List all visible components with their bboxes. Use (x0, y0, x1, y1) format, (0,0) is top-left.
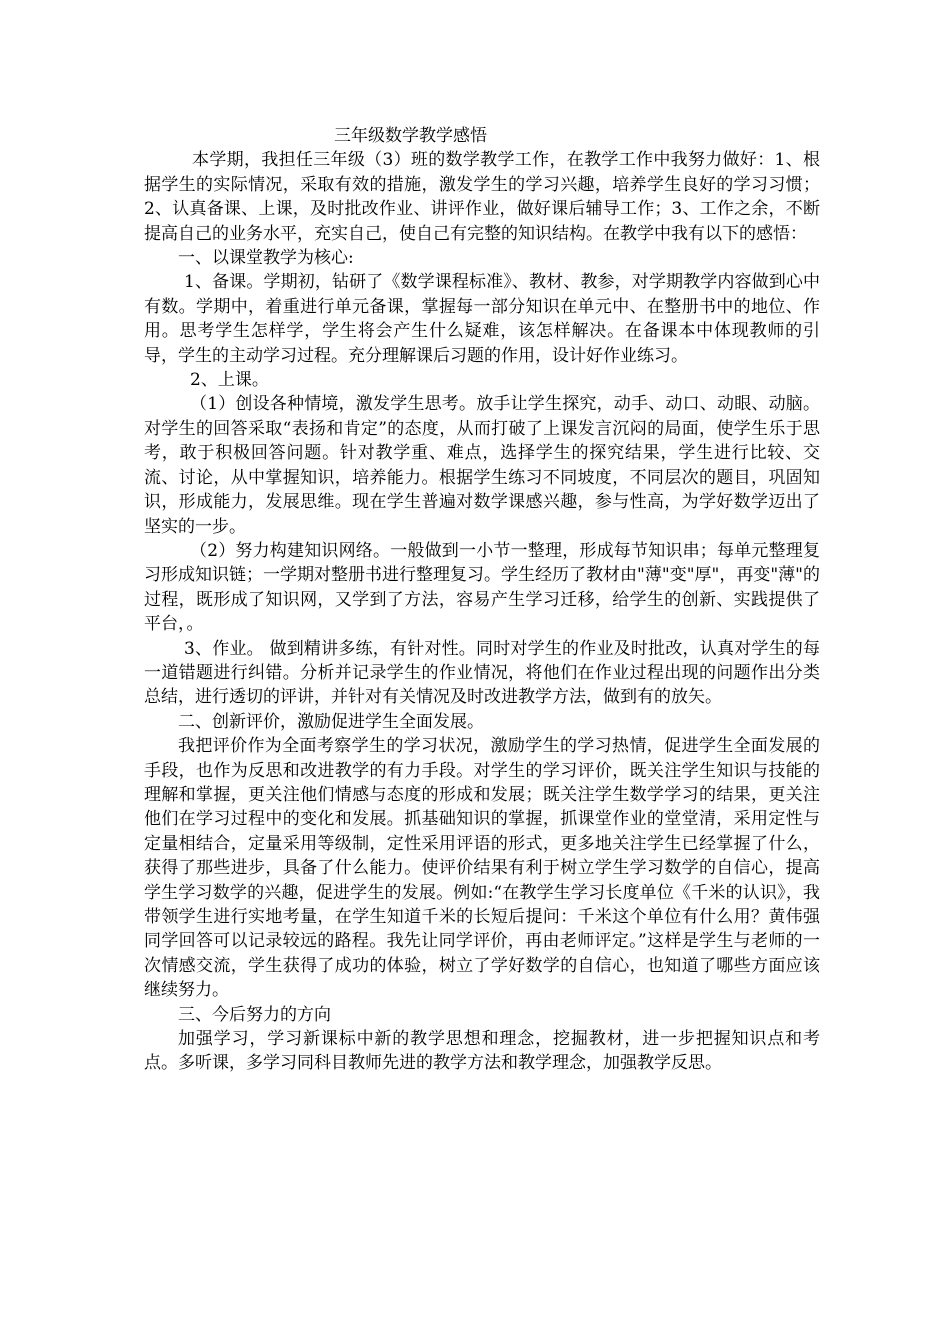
document-body (144, 124, 820, 1076)
section-heading-1: 一、以课堂教学为核心: (178, 248, 354, 269)
subheading-teaching: 2、上课。 (190, 370, 269, 391)
paragraph-teaching-1: （1）创设各种情境，激发学生思考。放手让学生探究，动手、动口、动眼、动脑。对学生的回答采取“表扬和肯定”的态度，从而打破了上课发言沉闷的局面，使学生乐于思考，敢于积极回答问题。针对教学重、难点，选择学生的探究结果，学生进行比较、交流、讨论，从中掌握知识，培养能力。根据学生练习不同坡度，不同层次的题目，巩固知识，形成能力，发展思维。现在学生普遍对数学课感兴趣，参与性高，为学好数学迈出了坚实的一步。 (144, 394, 820, 537)
section-heading-3: 三、今后努力的方向 (178, 1004, 331, 1025)
paragraph-homework: 3、作业。 做到精讲多练，有针对性。同时对学生的作业及时批改，认真对学生的每一道错题进行纠错。分析并记录学生的作业情况，将他们在作业过程出现的问题作出分类总结，进行透切的评讲，并针对有关情况及时改进教学方法，做到有的放矢。 (144, 638, 820, 708)
section-heading-2: 二、创新评价，激励促进学生全面发展。 (178, 711, 484, 732)
paragraph-lesson-prep: 1、备课。学期初，钻研了《数学课程标准》、教材、教参，对学期教学内容做到心中有数。学期中，着重进行单元备课，掌握每一部分知识在单元中、在整册书中的地位、作用。思考学生怎样学，学生将会产生什么疑难，该怎样解决。在备课本中体现教师的引导，学生的主动学习过程。充分理解课后习题的作用，设计好作业练习。 (144, 272, 820, 366)
paragraph-evaluation: 我把评价作为全面考察学生的学习状况，激励学生的学习热情，促进学生全面发展的手段，也作为反思和改进教学的有力手段。对学生的学习评价，既关注学生知识与技能的理解和掌握，更关注他们情感与态度的形成和发展；既关注学生数学学习的结果，更关注他们在学习过程中的变化和发展。抓基础知识的掌握，抓课堂作业的堂堂清，采用定性与定量相结合，定量采用等级制，定性采用评语的形式，更多地关注学生已经掌握了什么，获得了那些进步，具备了什么能力。使评价结果有利于树立学生学习数学的自信心，提高学生学习数学的兴趣，促进学生的发展。例如:“在教学生学习长度单位《千米的认识》，我带领学生进行实地考量，在学生知道千米的长短后提问：千米这个单位有什么用？黄伟强同学回答可以记录较远的路程。我先让同学评价，再由老师评定。”这样是学生与老师的一次情感交流，学生获得了成功的体验，树立了学好数学的自信心，也知道了哪些方面应该继续努力。 (144, 736, 820, 1001)
paragraph-future: 加强学习，学习新课标中新的教学思想和理念，挖掘教材，进一步把握知识点和考点。多听课，多学习同科目教师先进的教学方法和教学理念，加强教学反思。 (144, 1029, 820, 1074)
paragraph-teaching-2: （2）努力构建知识网络。一般做到一小节一整理，形成每节知识串；每单元整理复习形成知识链；一学期对整册书进行整理复习。学生经历了教材由"薄"变"厚"，再变"薄"的过程，既形成了知识网，又学到了方法，容易产生学习迁移，给学生的创新、实践提供了平台，。 (144, 540, 820, 635)
document-title: 三年级数学教学感悟 (334, 126, 487, 146)
intro-paragraph: 本学期，我担任三年级（3）班的数学教学工作，在教学工作中我努力做好：1、根据学生的实际情况，采取有效的措施，激发学生的学习兴趣，培养学生良好的学习习惯；2、认真备课、上课，及时批改作业、讲评作业，做好课后辅导工作；3、工作之余，不断提高自己的业务水平，充实自己，使自己有完整的知识结构。在教学中我有以下的感悟： (144, 150, 820, 244)
